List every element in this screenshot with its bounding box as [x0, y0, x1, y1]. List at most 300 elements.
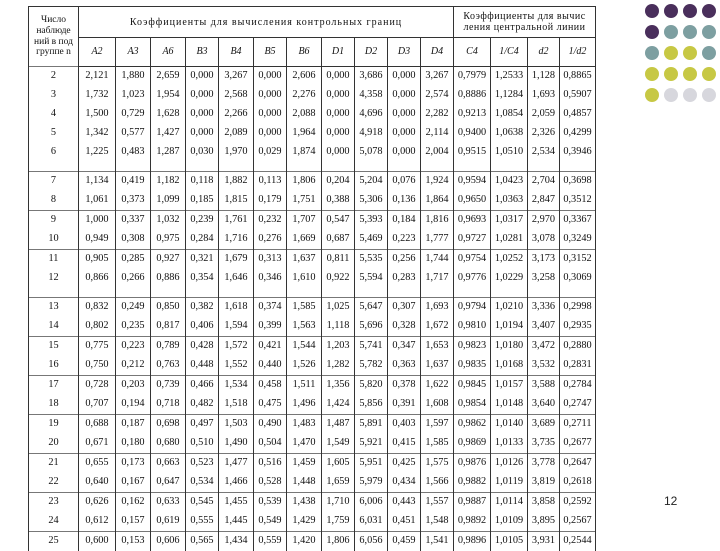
sample-size-cell: 8: [29, 191, 79, 211]
decor-dot: [683, 4, 697, 18]
coefficient-cell: 0,7979: [454, 67, 491, 87]
coefficient-cell: 6,031: [355, 512, 388, 532]
table-row: [29, 269, 596, 288]
coefficient-cell: 5,951: [355, 454, 388, 474]
coefficient-cell: 0,8865: [560, 67, 596, 87]
coefficient-cell: 0,633: [151, 493, 186, 513]
coefficient-cell: 0,415: [388, 434, 421, 454]
coefficient-cell: 0,523: [186, 454, 219, 474]
coefficient-cell: 1,483: [287, 415, 322, 435]
coefficient-cell: 1,669: [287, 230, 322, 250]
table-row: [29, 473, 596, 493]
column-symbol: B5: [254, 38, 287, 67]
coefficient-cell: 0,030: [186, 143, 219, 162]
coefficient-cell: 1,427: [151, 124, 186, 143]
coefficient-cell: 0,718: [151, 395, 186, 415]
decor-dot: [702, 67, 716, 81]
coefficient-cell: 3,689: [528, 415, 560, 435]
coefficient-cell: 1,342: [79, 124, 116, 143]
decor-dot: [683, 67, 697, 81]
coefficient-cell: 1,548: [421, 512, 454, 532]
coefficient-cell: 0,3069: [560, 269, 596, 288]
decor-dot: [664, 88, 678, 102]
coefficient-cell: 0,534: [186, 473, 219, 493]
coefficient-cell: 1,099: [151, 191, 186, 211]
coefficient-cell: 0,162: [116, 493, 151, 513]
coefficient-cell: 0,421: [254, 337, 287, 357]
column-symbol: B4: [219, 38, 254, 67]
coefficient-cell: 1,549: [322, 434, 355, 454]
coefficient-cell: 1,477: [219, 454, 254, 474]
coefficient-cell: 0,313: [254, 250, 287, 270]
coefficient-cell: 0,285: [116, 250, 151, 270]
gap-cell: [528, 162, 560, 172]
coefficient-cell: 1,693: [528, 86, 560, 105]
coefficient-cell: 1,964: [287, 124, 322, 143]
sample-size-cell: 24: [29, 512, 79, 532]
decor-dot: [664, 4, 678, 18]
sample-size-cell: 10: [29, 230, 79, 250]
coefficient-cell: 0,000: [322, 124, 355, 143]
gap-cell: [287, 288, 322, 298]
coefficient-cell: 0,347: [388, 337, 421, 357]
table-row: [29, 250, 596, 270]
coefficient-cell: 0,451: [388, 512, 421, 532]
coefficient-cell: 0,118: [186, 172, 219, 192]
coefficient-cell: 1,751: [287, 191, 322, 211]
coefficient-cell: 1,420: [287, 532, 322, 551]
coefficient-cell: 1,0126: [491, 454, 528, 474]
coefficient-cell: 1,0229: [491, 269, 528, 288]
gap-cell: [186, 162, 219, 172]
coefficient-cell: 0,619: [151, 512, 186, 532]
coefficient-cell: 1,0423: [491, 172, 528, 192]
coefficient-cell: 0,000: [322, 105, 355, 124]
coefficient-cell: 0,504: [254, 434, 287, 454]
coefficient-cell: 0,775: [79, 337, 116, 357]
coefficient-cell: 0,000: [254, 105, 287, 124]
coefficient-cell: 1,744: [421, 250, 454, 270]
coefficient-cell: 0,483: [116, 143, 151, 162]
corner-dot-decoration: [645, 4, 720, 112]
coefficient-cell: 2,704: [528, 172, 560, 192]
column-symbols-row: [29, 38, 596, 67]
gap-cell: [355, 288, 388, 298]
column-symbol: A3: [116, 38, 151, 67]
coefficient-cell: 0,9727: [454, 230, 491, 250]
coefficient-cell: 0,000: [388, 143, 421, 162]
coefficient-cell: 1,032: [151, 211, 186, 231]
coefficient-cell: 0,497: [186, 415, 219, 435]
gap-cell: [355, 162, 388, 172]
coefficient-cell: 3,078: [528, 230, 560, 250]
coefficient-cell: 0,223: [388, 230, 421, 250]
coefficient-cell: 0,2935: [560, 317, 596, 337]
coefficient-cell: 1,424: [322, 395, 355, 415]
coefficient-cell: 0,728: [79, 376, 116, 396]
coefficient-cell: 1,023: [116, 86, 151, 105]
sample-size-cell: 16: [29, 356, 79, 376]
coefficient-cell: 1,282: [322, 356, 355, 376]
coefficient-cell: 0,2677: [560, 434, 596, 454]
coefficient-cell: 1,761: [219, 211, 254, 231]
column-symbol: D4: [421, 38, 454, 67]
coefficient-cell: 0,9693: [454, 211, 491, 231]
coefficient-cell: 5,820: [355, 376, 388, 396]
sample-size-cell: 5: [29, 124, 79, 143]
coefficient-cell: 0,3512: [560, 191, 596, 211]
coefficient-cell: 0,9854: [454, 395, 491, 415]
coefficient-cell: 0,000: [322, 143, 355, 162]
coefficient-cell: 1,0194: [491, 317, 528, 337]
coefficient-cell: 0,458: [254, 376, 287, 396]
coefficient-cell: 3,173: [528, 250, 560, 270]
coefficient-cell: 0,256: [388, 250, 421, 270]
coefficient-cell: 1,061: [79, 191, 116, 211]
decor-dot: [683, 88, 697, 102]
coefficient-cell: 5,393: [355, 211, 388, 231]
coefficient-cell: 0,577: [116, 124, 151, 143]
coefficient-cell: 0,2880: [560, 337, 596, 357]
coefficient-cell: 1,924: [421, 172, 454, 192]
sample-size-cell: 13: [29, 298, 79, 318]
coefficient-cell: 0,403: [388, 415, 421, 435]
gap-cell: [528, 288, 560, 298]
coefficient-cell: 0,466: [186, 376, 219, 396]
coefficient-cell: 0,763: [151, 356, 186, 376]
coefficient-cell: 0,000: [388, 67, 421, 87]
gap-cell: [219, 288, 254, 298]
coefficient-cell: 0,9754: [454, 250, 491, 270]
coefficient-cell: 1,693: [421, 298, 454, 318]
coefficient-cell: 3,686: [355, 67, 388, 87]
column-symbol: C4: [454, 38, 491, 67]
coefficient-cell: 1,618: [219, 298, 254, 318]
table-row: [29, 211, 596, 231]
header-control-limits: Коэффициенты для вычисления контрольных границ: [79, 7, 454, 38]
coefficient-cell: 0,2747: [560, 395, 596, 415]
coefficient-cell: 0,136: [388, 191, 421, 211]
table-row: [29, 512, 596, 532]
coefficient-cell: 5,647: [355, 298, 388, 318]
coefficient-cell: 1,707: [287, 211, 322, 231]
coefficient-cell: 1,716: [219, 230, 254, 250]
coefficient-cell: 0,328: [388, 317, 421, 337]
coefficient-cell: 1,0148: [491, 395, 528, 415]
coefficient-cell: 1,0317: [491, 211, 528, 231]
coefficient-cell: 0,9794: [454, 298, 491, 318]
coefficient-cell: 5,469: [355, 230, 388, 250]
coefficient-cell: 2,606: [287, 67, 322, 87]
coefficient-cell: 1,500: [79, 105, 116, 124]
coefficient-cell: 0,434: [388, 473, 421, 493]
table-row: [29, 191, 596, 211]
coefficient-cell: 0,000: [388, 124, 421, 143]
column-symbol: A6: [151, 38, 186, 67]
coefficient-cell: 2,114: [421, 124, 454, 143]
coefficient-cell: 1,287: [151, 143, 186, 162]
coefficient-cell: 0,663: [151, 454, 186, 474]
coefficient-cell: 1,566: [421, 473, 454, 493]
coefficient-cell: 1,777: [421, 230, 454, 250]
coefficient-cell: 0,9650: [454, 191, 491, 211]
coefficient-cell: 3,819: [528, 473, 560, 493]
coefficient-cell: 3,267: [421, 67, 454, 87]
coefficient-cell: 0,647: [151, 473, 186, 493]
coefficient-cell: 1,466: [219, 473, 254, 493]
coefficient-cell: 0,655: [79, 454, 116, 474]
gap-cell: [388, 162, 421, 172]
coefficient-cell: 0,565: [186, 532, 219, 551]
sample-size-cell: 18: [29, 395, 79, 415]
table-row: [29, 415, 596, 435]
coefficient-cell: 1,585: [421, 434, 454, 454]
sample-size-cell: 6: [29, 143, 79, 162]
sample-size-cell: 15: [29, 337, 79, 357]
coefficient-cell: 1,806: [287, 172, 322, 192]
coefficient-cell: 0,4857: [560, 105, 596, 124]
coefficient-cell: 1,534: [219, 376, 254, 396]
coefficient-cell: 0,180: [116, 434, 151, 454]
sample-size-cell: 2: [29, 67, 79, 87]
coefficient-cell: 1,575: [421, 454, 454, 474]
coefficient-cell: 1,0363: [491, 191, 528, 211]
coefficient-cell: 0,9887: [454, 493, 491, 513]
coefficient-cell: 1,563: [287, 317, 322, 337]
table-row: [29, 376, 596, 396]
coefficient-cell: 0,029: [254, 143, 287, 162]
table-row: [29, 124, 596, 143]
coefficient-cell: 1,0140: [491, 415, 528, 435]
decor-dot: [702, 4, 716, 18]
sample-size-cell: 14: [29, 317, 79, 337]
column-symbol: B3: [186, 38, 219, 67]
coefficient-cell: 1,759: [322, 512, 355, 532]
coefficient-cell: 1,434: [219, 532, 254, 551]
coefficient-cell: 5,921: [355, 434, 388, 454]
coefficient-cell: 2,004: [421, 143, 454, 162]
coefficient-cell: 0,000: [186, 105, 219, 124]
coefficient-cell: 5,782: [355, 356, 388, 376]
gap-cell: [421, 162, 454, 172]
coefficient-cell: 0,428: [186, 337, 219, 357]
coefficient-cell: 0,000: [388, 86, 421, 105]
coefficient-cell: 0,194: [116, 395, 151, 415]
coefficient-cell: 1,816: [421, 211, 454, 231]
coefficient-cell: 0,5907: [560, 86, 596, 105]
sample-size-cell: 4: [29, 105, 79, 124]
coefficient-cell: 5,856: [355, 395, 388, 415]
gap-cell: [186, 288, 219, 298]
coefficient-cell: 1,448: [287, 473, 322, 493]
coefficient-cell: 0,687: [322, 230, 355, 250]
coefficient-cell: 0,510: [186, 434, 219, 454]
coefficient-cell: 1,511: [287, 376, 322, 396]
table-row: [29, 298, 596, 318]
table-row: [29, 67, 596, 87]
coefficient-cell: 5,594: [355, 269, 388, 288]
gap-cell: [322, 162, 355, 172]
coefficient-cell: 1,597: [421, 415, 454, 435]
coefficient-cell: 0,789: [151, 337, 186, 357]
coefficient-cell: 1,455: [219, 493, 254, 513]
gap-cell: [491, 162, 528, 172]
coefficient-cell: 2,847: [528, 191, 560, 211]
coefficient-cell: 1,628: [151, 105, 186, 124]
coefficient-cell: 3,858: [528, 493, 560, 513]
coefficient-cell: 0,927: [151, 250, 186, 270]
coefficient-cell: 0,337: [116, 211, 151, 231]
coefficient-cell: 0,167: [116, 473, 151, 493]
coefficient-cell: 0,2998: [560, 298, 596, 318]
coefficient-cell: 1,653: [421, 337, 454, 357]
column-symbol: D1: [322, 38, 355, 67]
coefficient-cell: 1,594: [219, 317, 254, 337]
gap-cell: [560, 162, 596, 172]
coefficient-cell: 0,9213: [454, 105, 491, 124]
coefficient-cell: 1,637: [421, 356, 454, 376]
coefficient-cell: 1,0157: [491, 376, 528, 396]
coefficient-cell: 0,549: [254, 512, 287, 532]
coefficient-cell: 0,000: [186, 124, 219, 143]
decor-dot: [664, 67, 678, 81]
gap-cell: [79, 288, 116, 298]
coefficient-cell: 0,671: [79, 434, 116, 454]
coefficient-cell: 0,425: [388, 454, 421, 474]
coefficient-cell: 0,802: [79, 317, 116, 337]
coefficient-cell: 1,000: [79, 211, 116, 231]
coefficient-cell: 0,516: [254, 454, 287, 474]
coefficient-cell: 1,445: [219, 512, 254, 532]
coefficient-cell: 1,0252: [491, 250, 528, 270]
coefficient-cell: 1,552: [219, 356, 254, 376]
coefficient-cell: 1,438: [287, 493, 322, 513]
coefficient-cell: 0,000: [322, 67, 355, 87]
coefficient-cell: 0,559: [254, 532, 287, 551]
coefficient-cell: 0,157: [116, 512, 151, 532]
coefficient-cell: 2,089: [219, 124, 254, 143]
table-row: [29, 230, 596, 250]
coefficient-cell: 0,179: [254, 191, 287, 211]
gap-cell: [151, 288, 186, 298]
coefficient-cell: 2,059: [528, 105, 560, 124]
coefficient-cell: 1,717: [421, 269, 454, 288]
coefficient-cell: 1,0109: [491, 512, 528, 532]
coefficient-cell: 5,306: [355, 191, 388, 211]
coefficient-cell: 5,741: [355, 337, 388, 357]
table-row: [29, 493, 596, 513]
coefficient-cell: 1,487: [322, 415, 355, 435]
coefficient-cell: 0,9776: [454, 269, 491, 288]
coefficient-cell: 0,2784: [560, 376, 596, 396]
coefficient-cell: 0,3946: [560, 143, 596, 162]
decor-dot: [683, 46, 697, 60]
coefficient-cell: 0,373: [116, 191, 151, 211]
coefficient-cell: 0,9594: [454, 172, 491, 192]
coefficient-cell: 1,882: [219, 172, 254, 192]
coefficient-cell: 0,153: [116, 532, 151, 551]
coefficient-cell: 0,9823: [454, 337, 491, 357]
coefficient-cell: 0,173: [116, 454, 151, 474]
coefficient-cell: 0,249: [116, 298, 151, 318]
gap-cell: [287, 162, 322, 172]
coefficient-cell: 0,9862: [454, 415, 491, 435]
coefficient-cell: 0,832: [79, 298, 116, 318]
coefficient-cell: 0,000: [186, 86, 219, 105]
coefficient-cell: 2,282: [421, 105, 454, 124]
coefficient-cell: 0,482: [186, 395, 219, 415]
coefficient-cell: 0,490: [254, 415, 287, 435]
coefficient-cell: 1,1284: [491, 86, 528, 105]
coefficient-cell: 1,864: [421, 191, 454, 211]
sample-size-cell: 21: [29, 454, 79, 474]
coefficient-cell: 5,891: [355, 415, 388, 435]
coefficient-cell: 0,9876: [454, 454, 491, 474]
coefficient-cell: 0,729: [116, 105, 151, 124]
decor-dot: [645, 67, 659, 81]
row-gap: [29, 162, 596, 172]
gap-cell: [491, 288, 528, 298]
column-symbol: 1/d2: [560, 38, 596, 67]
coefficient-cell: 2,659: [151, 67, 186, 87]
coefficient-cell: 0,8886: [454, 86, 491, 105]
decor-dot: [664, 25, 678, 39]
coefficient-cell: 0,9515: [454, 143, 491, 162]
coefficient-cell: 1,732: [79, 86, 116, 105]
coefficient-cell: 1,541: [421, 532, 454, 551]
sample-size-cell: 23: [29, 493, 79, 513]
coefficient-cell: 0,9810: [454, 317, 491, 337]
coefficient-cell: 0,3249: [560, 230, 596, 250]
gap-cell: [29, 162, 79, 172]
coefficient-cell: 0,459: [388, 532, 421, 551]
coefficient-cell: 0,000: [254, 124, 287, 143]
coefficient-cell: 0,363: [388, 356, 421, 376]
coefficient-cell: 1,572: [219, 337, 254, 357]
coefficient-cell: 0,750: [79, 356, 116, 376]
coefficient-cell: 1,672: [421, 317, 454, 337]
coefficient-cell: 1,203: [322, 337, 355, 357]
coefficient-cell: 2,326: [528, 124, 560, 143]
coefficient-cell: 2,970: [528, 211, 560, 231]
coefficient-cell: 0,308: [116, 230, 151, 250]
coefficient-cell: 2,276: [287, 86, 322, 105]
column-symbol: 1/C4: [491, 38, 528, 67]
coefficient-cell: 0,000: [254, 67, 287, 87]
gap-cell: [254, 162, 287, 172]
coefficient-cell: 0,235: [116, 317, 151, 337]
coefficient-cell: 0,266: [116, 269, 151, 288]
coefficient-cell: 6,006: [355, 493, 388, 513]
coefficient-cell: 2,266: [219, 105, 254, 124]
coefficient-cell: 0,612: [79, 512, 116, 532]
coefficient-cell: 0,391: [388, 395, 421, 415]
coefficient-cell: 0,284: [186, 230, 219, 250]
gap-cell: [421, 288, 454, 298]
coefficient-cell: 1,0114: [491, 493, 528, 513]
coefficient-cell: 1,134: [79, 172, 116, 192]
table-row: [29, 395, 596, 415]
coefficient-cell: 1,0510: [491, 143, 528, 162]
decor-dot: [645, 25, 659, 39]
decor-dot: [702, 88, 716, 102]
coefficient-cell: 1,0854: [491, 105, 528, 124]
coefficient-cell: 0,307: [388, 298, 421, 318]
table-row: [29, 532, 596, 551]
coefficient-cell: 0,2831: [560, 356, 596, 376]
gap-cell: [454, 162, 491, 172]
coefficient-cell: 1,128: [528, 67, 560, 87]
